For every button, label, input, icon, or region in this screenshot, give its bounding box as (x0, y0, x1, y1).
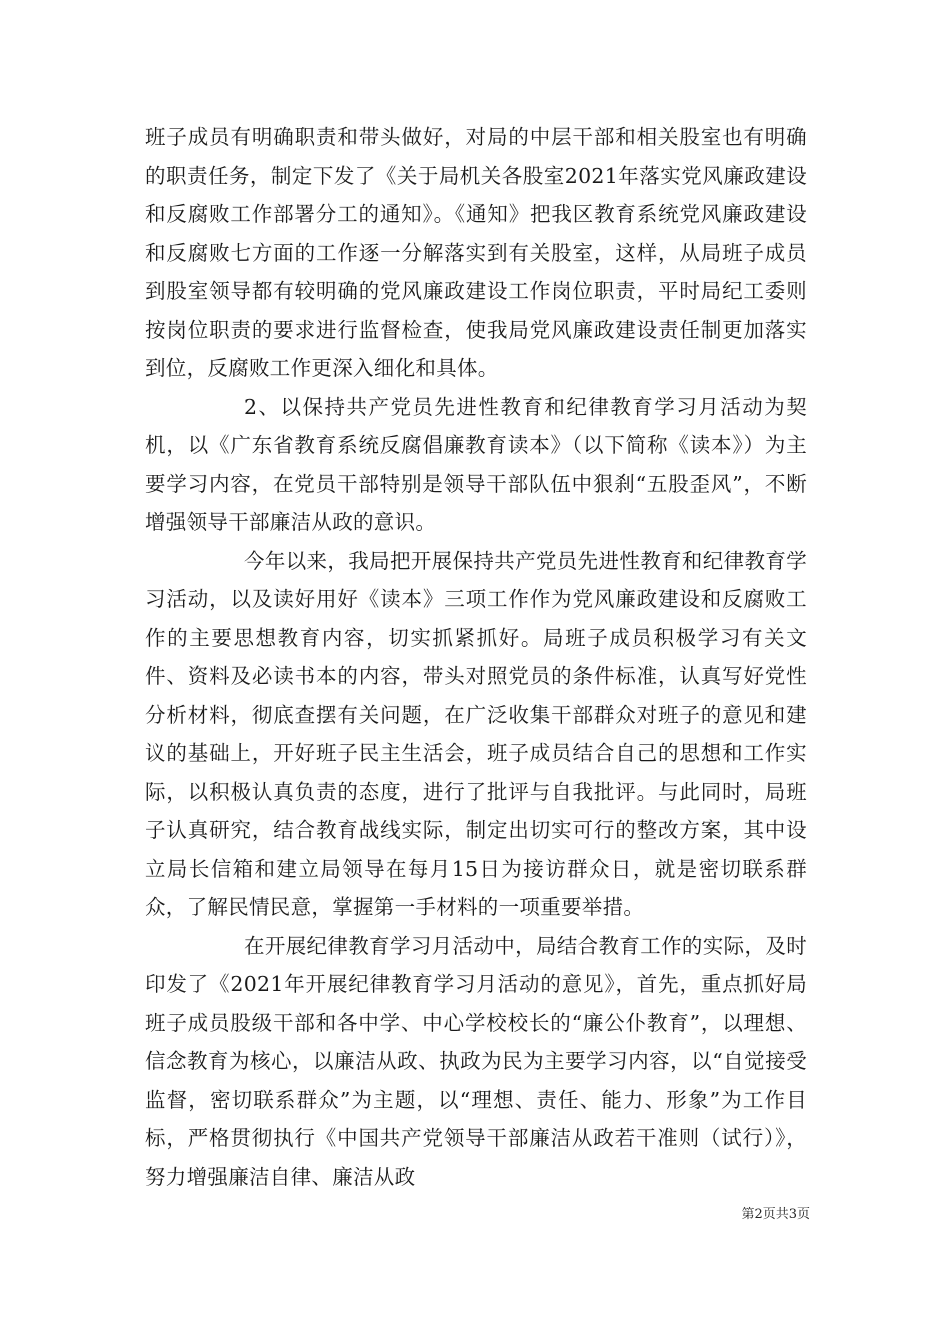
paragraph-2: 2、以保持共产党员先进性教育和纪律教育学习月活动为契机，以《广东省教育系统反腐倡廉教育读本》（以下简称《读本》）为主要学习内容，在党员干部特别是领导干部队伍中狠刹“五股歪风”，不断增强领导干部廉洁从政的意识。 (145, 394, 807, 534)
paragraph-1: 班子成员有明确职责和带头做好，对局的中层干部和相关股室也有明确的职责任务，制定下发了《关于局机关各股室2021年落实党风廉政建设和反腐败工作部署分工的通知》。《通知》把我区教育系统党风廉政建设和反腐败七方面的工作逐一分解落实到有关股室，这样，从局班子成员到股室领导都有较明确的党风廉政建设工作岗位职责，平时局纪工委则按岗位职责的要求进行监督检查，使我局党风廉政建设责任制更加落实到位，反腐败工作更深入细化和具体。 (145, 125, 807, 380)
paragraph-4: 在开展纪律教育学习月活动中，局结合教育工作的实际，及时印发了《2021年开展纪律教育学习月活动的意见》，首先，重点抓好局班子成员股级干部和各中学、中心学校校长的“廉公仆教育”，以理想、信念教育为核心，以廉洁从政、执政为民为主要学习内容，以“自觉接受监督，密切联系群众”为主题，以“理想、责任、能力、形象”为工作目标，严格贯彻执行《中国共产党领导干部廉洁从政若干准则（试行）》，努力增强廉洁自律、廉洁从政 (145, 933, 807, 1189)
document-body (145, 118, 807, 1196)
page-number-footer: 第2页共3页 (741, 1207, 810, 1222)
paragraph-3: 今年以来，我局把开展保持共产党员先进性教育和纪律教育学习活动，以及读好用好《读本》三项工作作为党风廉政建设和反腐败工作的主要思想教育内容，切实抓紧抓好。局班子成员积极学习有关文件、资料及必读书本的内容，带头对照党员的条件标准，认真写好党性分析材料，彻底查摆有关问题，在广泛收集干部群众对班子的意见和建议的基础上，开好班子民主生活会，班子成员结合自己的思想和工作实际，以积极认真负责的态度，进行了批评与自我批评。与此同时，局班子认真研究，结合教育战线实际，制定出切实可行的整改方案，其中设立局长信箱和建立局领导在每月15日为接访群众日，就是密切联系群众，了解民情民意，掌握第一手材料的一项重要举措。 (145, 548, 807, 919)
